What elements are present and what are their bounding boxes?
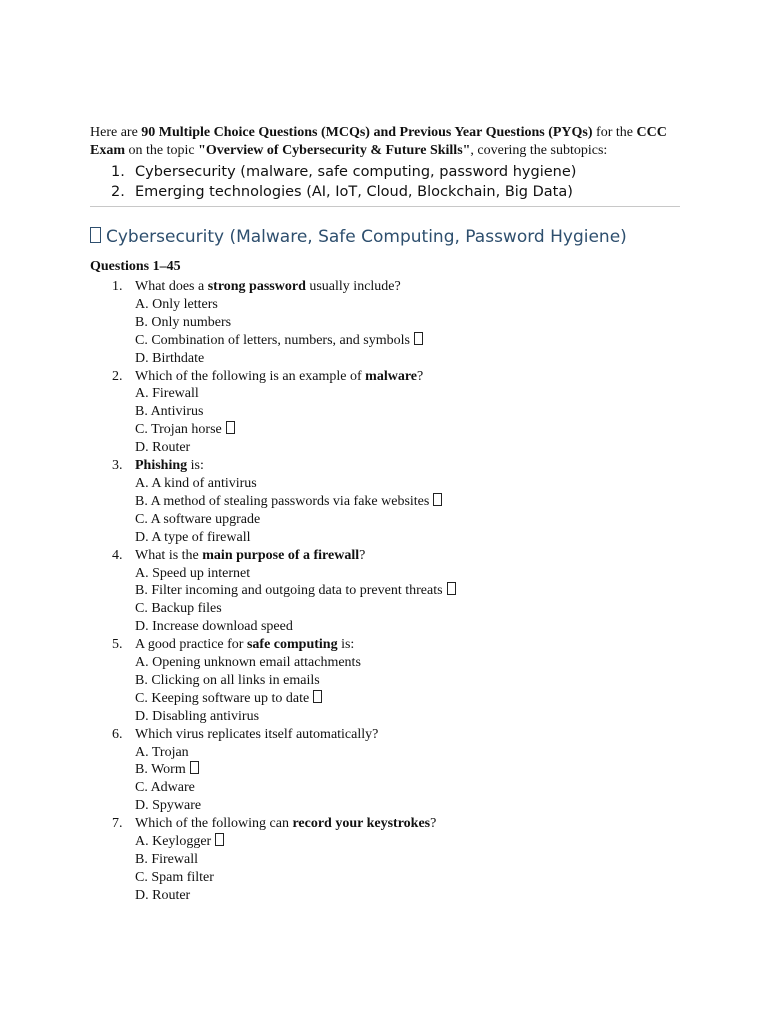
answer-option-text: B. Only numbers [135, 314, 232, 330]
answer-option [135, 600, 680, 618]
question-keyword: safe computing [246, 637, 338, 653]
answer-option [135, 654, 680, 672]
document-page [90, 124, 680, 905]
answer-options [135, 475, 680, 547]
answer-option [135, 529, 680, 547]
question-text: What is the [135, 547, 203, 563]
answer-option-text: B. Worm [135, 762, 186, 778]
section-heading [90, 225, 680, 249]
answer-option [135, 708, 680, 726]
question-item [90, 457, 680, 547]
missing-glyph-icon [90, 227, 101, 243]
subtopic-text: Emerging technologies (AI, IoT, Cloud, Blockchain, Big Data) [135, 184, 573, 200]
answer-options [135, 744, 680, 816]
question-stem [135, 278, 680, 296]
question-text-end: usually include? [305, 279, 401, 294]
intro-text-2: for the [592, 125, 637, 140]
answer-option [135, 296, 680, 314]
correct-answer-mark-icon [215, 833, 224, 846]
answer-option [135, 672, 680, 690]
answer-option [135, 833, 680, 851]
question-stem [135, 547, 680, 565]
intro-bold-exam: CCC Exam [90, 125, 667, 158]
question-number: 5. [112, 637, 123, 653]
question-text: Which of the following can [135, 816, 293, 832]
answer-option [135, 797, 680, 815]
question-number: 4. [112, 547, 123, 563]
answer-option-text: D. A type of firewall [135, 529, 251, 545]
answer-option-text: D. Router [135, 887, 191, 903]
answer-option [135, 690, 680, 708]
question-stem [135, 815, 680, 833]
answer-option [135, 475, 680, 493]
answer-option-text: B. Antivirus [135, 404, 204, 420]
answer-option [135, 582, 680, 600]
intro-paragraph [90, 124, 680, 160]
question-text-end: is: [337, 637, 355, 653]
answer-option [135, 493, 680, 511]
subtopic-number: 1. [111, 164, 125, 180]
subtopic-item [90, 162, 680, 182]
answer-option-text: D. Increase download speed [135, 619, 293, 635]
answer-option [135, 350, 680, 368]
answer-option [135, 618, 680, 636]
subtopics-list [90, 162, 680, 202]
intro-bold-mcq: 90 Multiple Choice Questions (MCQs) and Previous Year Questions (PYQs) [141, 125, 593, 140]
question-item [90, 547, 680, 637]
answer-option [135, 761, 680, 779]
section-heading-text: Cybersecurity (Malware, Safe Computing, Password Hygiene) [106, 227, 627, 247]
question-item [90, 368, 680, 458]
question-text-end: ? [359, 547, 366, 563]
answer-option [135, 565, 680, 583]
answer-option-text: C. Backup files [135, 601, 222, 617]
question-number: 3. [112, 458, 123, 474]
answer-option-text: C. Combination of letters, numbers, and symbols [135, 332, 410, 348]
subtopic-item [90, 182, 680, 202]
answer-option-text: C. Trojan horse [135, 422, 222, 438]
intro-text-4: , covering the subtopics: [470, 143, 608, 158]
answer-option [135, 421, 680, 439]
answer-option-text: C. Keeping software up to date [135, 690, 310, 706]
answer-option-text: A. Only letters [135, 296, 218, 312]
answer-option [135, 385, 680, 403]
question-item [90, 278, 680, 368]
correct-answer-mark-icon [447, 582, 456, 595]
answer-option [135, 779, 680, 797]
answer-option-text: B. A method of stealing passwords via fake websites [135, 493, 430, 509]
question-item [90, 815, 680, 905]
question-text: What does a [135, 279, 208, 294]
question-item [90, 636, 680, 726]
question-text: A good practice for [135, 637, 247, 653]
question-number: 6. [112, 726, 123, 742]
answer-option [135, 511, 680, 529]
correct-answer-mark-icon [433, 493, 442, 506]
answer-option-text: B. Filter incoming and outgoing data to prevent threats [135, 583, 443, 599]
answer-option-text: C. A software upgrade [135, 511, 261, 527]
question-stem [135, 726, 680, 744]
question-keyword: malware [365, 368, 418, 384]
question-text: Which virus replicates itself automatically? [135, 726, 379, 742]
questions-range-heading: Questions 1–45 [90, 259, 181, 274]
answer-options [135, 565, 680, 637]
questions-list [90, 278, 680, 905]
answer-option-text: A. Speed up internet [135, 565, 251, 581]
answer-option [135, 887, 680, 905]
answer-option-text: A. Firewall [135, 386, 199, 402]
horizontal-divider [90, 206, 680, 207]
answer-option-text: A. Keylogger [135, 834, 212, 850]
answer-options [135, 654, 680, 726]
answer-options [135, 296, 680, 368]
answer-option-text: D. Disabling antivirus [135, 708, 260, 724]
question-text-end: ? [430, 816, 437, 832]
answer-option [135, 332, 680, 350]
answer-option [135, 851, 680, 869]
question-keyword: main purpose of a firewall [202, 547, 360, 563]
answer-option [135, 744, 680, 762]
question-number: 1. [112, 279, 123, 294]
question-item [90, 726, 680, 816]
answer-option-text: D. Birthdate [135, 350, 205, 366]
answer-options [135, 833, 680, 905]
answer-option [135, 439, 680, 457]
answer-option-text: A. A kind of antivirus [135, 475, 257, 491]
answer-option [135, 314, 680, 332]
answer-option [135, 869, 680, 887]
question-keyword: strong password [207, 279, 306, 294]
question-stem [135, 457, 680, 475]
answer-option-text: B. Firewall [135, 852, 198, 867]
correct-answer-mark-icon [190, 761, 199, 774]
question-keyword: Phishing [135, 458, 188, 474]
question-text: Which of the following is an example of [135, 368, 366, 384]
correct-answer-mark-icon [313, 690, 322, 703]
question-stem [135, 368, 680, 386]
answer-options [135, 385, 680, 457]
question-text-end: ? [417, 368, 424, 384]
question-text-end: is: [187, 458, 204, 474]
correct-answer-mark-icon [414, 332, 423, 345]
question-keyword: record your keystrokes [292, 816, 431, 832]
answer-option-text: A. Trojan [135, 744, 189, 760]
answer-option [135, 403, 680, 421]
answer-option-text: C. Spam filter [135, 869, 214, 885]
intro-bold-topic: "Overview of Cybersecurity & Future Skills" [198, 143, 471, 158]
answer-option-text: C. Adware [135, 780, 195, 796]
answer-option-text: D. Router [135, 440, 191, 456]
question-number: 7. [112, 816, 123, 832]
answer-option-text: B. Clicking on all links in emails [135, 672, 320, 688]
subtopic-text: Cybersecurity (malware, safe computing, password hygiene) [135, 164, 577, 180]
question-number: 2. [112, 368, 123, 384]
subtopic-number: 2. [111, 184, 125, 200]
answer-option-text: D. Spyware [135, 798, 202, 814]
correct-answer-mark-icon [226, 421, 235, 434]
intro-text-1: Here are [90, 125, 142, 140]
intro-text-3: on the topic [125, 143, 199, 158]
answer-option-text: A. Opening unknown email attachments [135, 655, 361, 671]
question-stem [135, 636, 680, 654]
